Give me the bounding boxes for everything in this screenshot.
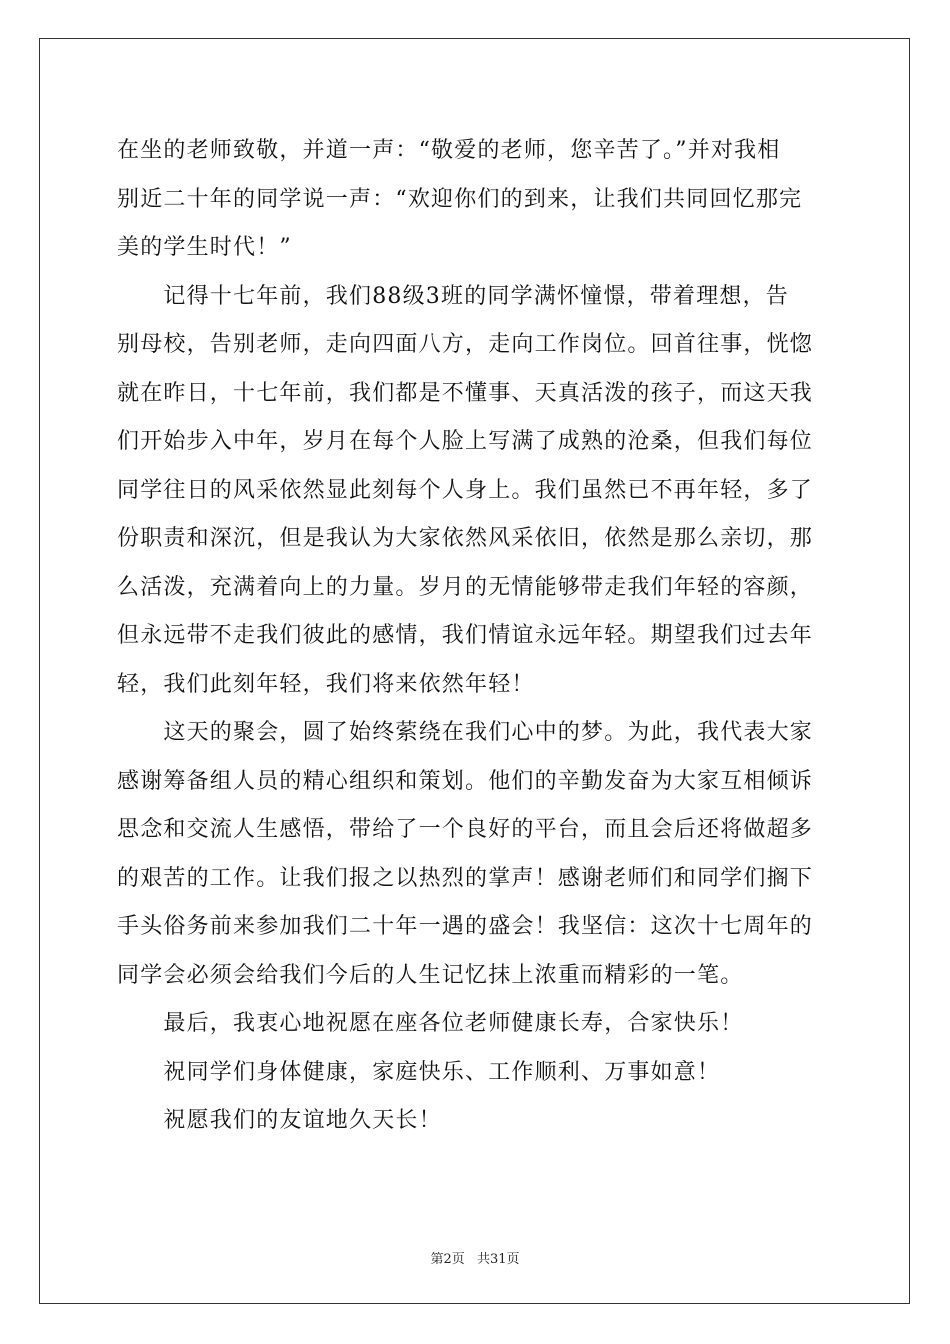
page-number: 第2页 — [430, 1252, 465, 1267]
text-line: 在坐的老师致敬，并道一声：“敬爱的老师，您辛苦了。”并对我相 — [117, 138, 781, 163]
text-line: 同学会必须会给我们今后的人生记忆抹上浓重而精彩的一笔。 — [117, 962, 744, 988]
text-line: 们开始步入中年，岁月在每个人脸上写满了成熟的沧桑，但我们每位 — [117, 429, 814, 454]
text-line: 但永远带不走我们彼此的感情，我们情谊永远年轻。期望我们过去年 — [117, 623, 814, 648]
text-line: 记得十七年前，我们88级3班的同学满怀憧憬，带着理想，告 — [117, 283, 789, 309]
document-body — [117, 127, 833, 1146]
text-line: 这天的聚会，圆了始终萦绕在我们心中的梦。为此，我代表大家 — [117, 720, 814, 745]
text-line: 别近二十年的同学说一声：“欢迎你们的到来，让我们共同回忆那完 — [117, 186, 803, 212]
page-footer — [0, 1248, 950, 1267]
text-line: 感谢筹备组人员的精心组织和策划。他们的辛勤发奋为大家互相倾诉 — [117, 768, 814, 794]
text-line: 就在昨日，十七年前，我们都是不懂事、天真活泼的孩子，而这天我 — [117, 380, 814, 406]
text-line: 别母校，告别老师，走向四面八方，走向工作岗位。回首往事，恍惚 — [117, 332, 814, 357]
text-line: 轻，我们此刻年轻，我们将来依然年轻！ — [117, 671, 535, 697]
text-line: 手头俗务前来参加我们二十年一遇的盛会！我坚信：这次十七周年的 — [117, 914, 814, 939]
text-line: 份职责和深沉，但是我认为大家依然风采依旧，依然是那么亲切，那 — [117, 526, 814, 551]
total-pages: 共31页 — [476, 1252, 520, 1267]
text-line: 同学往日的风采依然显此刻每个人身上。我们虽然已不再年轻，多了 — [117, 477, 814, 503]
text-line: 美的学生时代！” — [117, 235, 292, 260]
text-line: 思念和交流人生感悟，带给了一个良好的平台，而且会后还将做超多 — [117, 817, 814, 842]
text-line: 祝愿我们的友谊地久天长！ — [117, 1108, 442, 1133]
text-line: 么活泼，充满着向上的力量。岁月的无情能够带走我们年轻的容颜， — [117, 574, 814, 600]
text-line: 祝同学们身体健康，家庭快乐、工作顺利、万事如意！ — [117, 1059, 721, 1085]
text-line: 最后，我衷心地祝愿在座各位老师健康长寿，合家快乐！ — [117, 1011, 744, 1036]
text-line: 的艰苦的工作。让我们报之以热烈的掌声！感谢老师们和同学们搁下 — [117, 865, 814, 891]
